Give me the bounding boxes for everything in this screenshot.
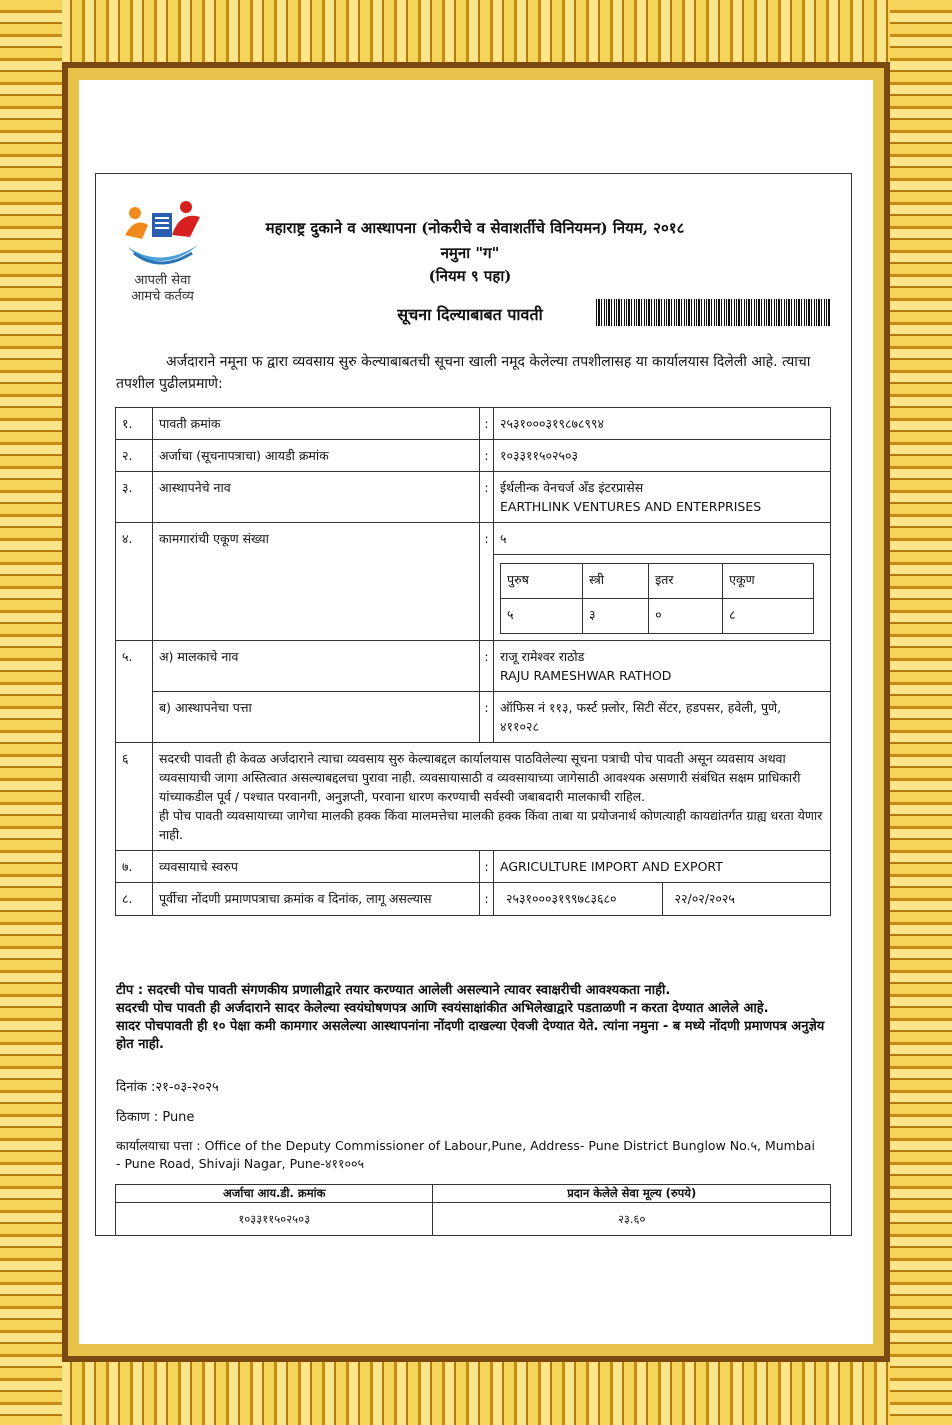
date-line	[116, 1077, 219, 1095]
fee-header-id: अर्जाचा आय.डी. क्रमांक	[116, 1185, 433, 1203]
colon: :	[480, 472, 494, 523]
owner-name-en: RAJU RAMESHWAR RATHOD	[500, 668, 672, 683]
note-line-3: सादर पोचपावती ही १० पेक्षा कमी कामगार असलेल्या आस्थापनांना नोंदणी दाखल्या ऐवजी देण्यात येते. त्यांना नमुना - ब मध्ये नोंदणी प्रमाणपत्र अनुज्ञेय होत नाही.	[116, 1019, 825, 1052]
row-label: आस्थापनेचे नाव	[153, 472, 480, 523]
table-row	[116, 408, 831, 440]
form-name: नमुना "ग"	[440, 244, 500, 262]
worker-breakdown-table	[500, 563, 814, 634]
ornamental-border-left	[0, 0, 62, 1425]
header-total: एकूण	[723, 564, 814, 599]
disclaimer-text-2: ही पोच पावती व्यवसायाच्या जागेचा मालकी हक्क किंवा मालमत्तेचा मालकी हक्क किंवा ताबा या प्रयोजनार्थ कोणत्याही कायद्यांतर्गत ग्राह्य धरता येणार नाही.	[159, 808, 823, 842]
establishment-name	[494, 472, 831, 523]
rule-reference: (नियम ९ पहा)	[428, 267, 512, 285]
government-logo	[120, 195, 205, 310]
establishment-name-en: EARTHLINK VENTURES AND ENTERPRISES	[500, 499, 762, 514]
header-other: इतर	[649, 564, 723, 599]
colon: :	[480, 523, 494, 641]
row-label: ब) आस्थापनेचा पत्ता	[153, 692, 480, 743]
worker-breakdown-cell	[494, 555, 831, 641]
row-number: ८.	[116, 883, 153, 916]
table-row	[116, 692, 831, 743]
row-label: अ) मालकाचे नाव	[153, 641, 480, 692]
row-number: ४.	[116, 523, 153, 641]
disclaimer-cell	[153, 743, 831, 851]
details-table	[115, 407, 831, 916]
office-label: कार्यालयाचा पत्ता :	[116, 1138, 201, 1153]
place-value: Pune	[162, 1110, 195, 1125]
office-address-line	[116, 1137, 816, 1173]
table-row	[116, 851, 831, 883]
intro-text: अर्जदाराने नमूना फ द्वारा व्यवसाय सुरु केल्याबाबतची सूचना खाली नमूद केलेल्या तपशीलासह या कार्यालयास दिलेली आहे. त्याचा तपशील पुढीलप्रमाणे:	[116, 354, 811, 392]
business-type: AGRICULTURE IMPORT AND EXPORT	[494, 851, 831, 883]
colon: :	[480, 641, 494, 692]
barcode	[596, 299, 830, 326]
value-male: ५	[501, 599, 583, 634]
row-number: ६	[116, 743, 153, 851]
value-female: ३	[583, 599, 649, 634]
row-number: ७.	[116, 851, 153, 883]
colon: :	[480, 692, 494, 743]
logo-tagline: आपली सेवा आमचे कर्तव्य	[131, 273, 194, 304]
fee-amount: २३.६०	[433, 1203, 831, 1236]
owner-name-mr: राजू रामेश्वर राठोड	[500, 649, 585, 664]
fee-application-id: १०३३११५०२५०३	[116, 1203, 433, 1236]
hands-people-icon	[120, 195, 205, 275]
total-workers: ५	[494, 523, 831, 555]
row-number: २.	[116, 440, 153, 472]
row-label: पूर्वीचा नोंदणी प्रमाणपत्राचा क्रमांक व दिनांक, लागू असल्यास	[153, 883, 480, 916]
owner-name	[494, 641, 831, 692]
row-number: ३.	[116, 472, 153, 523]
header-female: स्त्री	[583, 564, 649, 599]
row-number: १.	[116, 408, 153, 440]
table-row	[116, 743, 831, 851]
disclaimer-text-1: सदरची पावती ही केवळ अर्जदाराने त्याचा व्यवसाय सुरु केल्याबद्दल कार्यालयास पाठविलेल्या सूचना पत्राची पोच पावती असून व्यवसाय अथवा व्यवसायाची जागा अस्तित्वात असल्याबद्दलचा पुरावा नाही. व्यवसायासाठी व व्यवसायाच्या जागेसाठी आवश्यक असणारी संबंधित सक्षम प्राधिकारी यांच्याकडील पूर्व / पश्चात परवानगी, अनुज्ञप्ती, परवाना धारण करण्याची सर्वस्वी जबाबदारी मालकाची राहिल.	[159, 751, 801, 804]
value-other: ०	[649, 599, 723, 634]
table-row	[116, 883, 831, 916]
office-address: Office of the Deputy Commissioner of Labour,Pune, Address- Pune District Bunglow No.५, Mumbai - Pune Road, Shivaji Nagar, Pune-४११००५	[116, 1138, 815, 1171]
receipt-number: २५३१०००३१९८७८९९४	[494, 408, 831, 440]
previous-registration	[494, 883, 831, 916]
note-line-1: टीप : सदरची पोच पावती संगणकीय प्रणालीद्वारे तयार करण्यात आलेली असल्याने त्यावर स्वाक्षरीची आवश्यकता नाही.	[116, 983, 671, 998]
page-title: महाराष्ट्र दुकाने व आस्थापना (नोकरीचे व सेवाशर्तीचे विनियमन) नियम, २०१८	[265, 219, 685, 237]
row-label: व्यवसायाचे स्वरुप	[153, 851, 480, 883]
table-row	[116, 472, 831, 523]
date-label: दिनांक :	[116, 1080, 156, 1095]
establishment-address: ऑफिस नं ११३, फर्स्ट फ़्लोर, सिटी सेंटर, हडपसर, हवेली, पुणे, ४११०२८	[494, 692, 831, 743]
table-row	[116, 641, 831, 692]
note-line-2: सदरची पोच पावती ही अर्जदाराने सादर केलेल्या स्वयंघोषणपत्र आणि स्वयंसाक्षांकीत अभिलेखाद्वारे पडताळणी न करता देण्यात आलेले आहे.	[116, 1001, 769, 1016]
table-row	[116, 440, 831, 472]
establishment-name-mr: ईर्थलीन्क वेनचर्ज अँड इंटरप्रासेस	[500, 480, 644, 495]
previous-registration-number: २५३१०००३१९९७८३६८०	[494, 883, 663, 915]
row-label: कामगारांची एकूण संख्या	[153, 523, 480, 641]
colon: :	[480, 883, 494, 916]
table-row	[116, 523, 831, 555]
fee-table	[115, 1184, 831, 1236]
row-label: अर्जाचा (सूचनापत्राचा) आयडी क्रमांक	[153, 440, 480, 472]
note-section	[116, 982, 832, 1054]
row-label: पावती क्रमांक	[153, 408, 480, 440]
value-total: ८	[723, 599, 814, 634]
colon: :	[480, 440, 494, 472]
application-id: १०३३११५०२५०३	[494, 440, 831, 472]
previous-registration-date: २२/०२/२०२५	[674, 891, 735, 906]
receipt-title: सूचना दिल्याबाबत पावती	[397, 305, 543, 324]
place-line	[116, 1107, 194, 1125]
colon: :	[480, 851, 494, 883]
header-male: पुरुष	[501, 564, 583, 599]
row-number: ५.	[116, 641, 153, 743]
place-label: ठिकाण :	[116, 1110, 159, 1125]
fee-header-amount: प्रदान केलेले सेवा मूल्य (रुपये)	[433, 1185, 831, 1203]
colon: :	[480, 408, 494, 440]
date-value: २१-०३-२०२५	[155, 1080, 219, 1095]
ornamental-border-right	[890, 0, 952, 1425]
